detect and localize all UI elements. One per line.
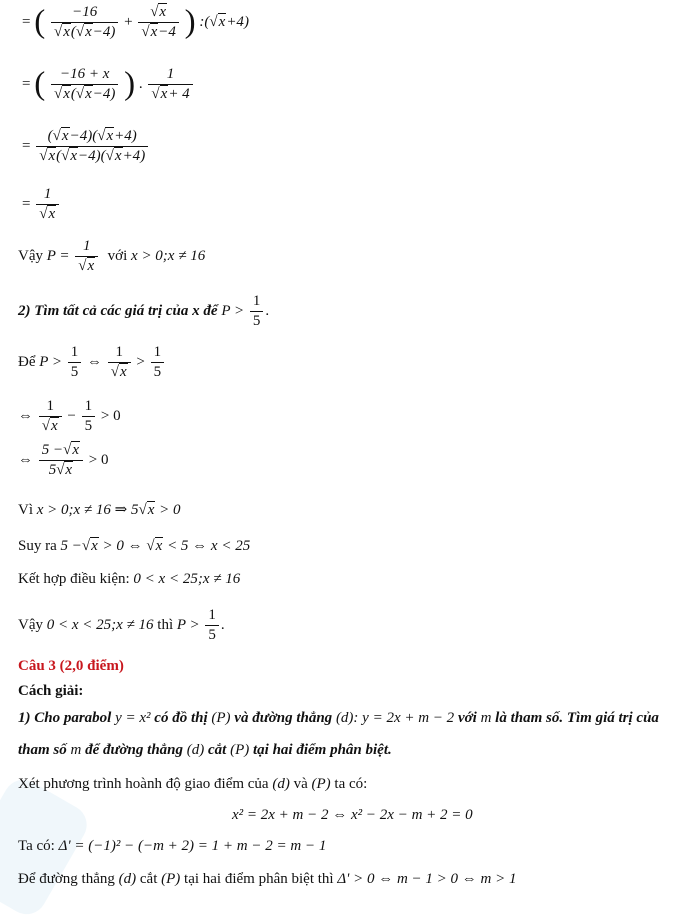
condition-line: Để đường thẳng (d) cắt (P) tại hai điểm phân biệt thì Δ' > 0 ⇔ m − 1 > 0 ⇔ m > 1 (18, 871, 517, 887)
question-2: 2) Tìm tất cả các giá trị của x để P > $\frac{1}{5}$ . (18, 293, 270, 329)
derivation-step-4: = $\frac{1}{√x}$ (22, 186, 61, 223)
fraction: $\frac{√x}{√x-4}$ (138, 4, 179, 41)
conclusion-p: Vậy P = $\frac{1}{√x}$ với x > 0;x ≠ 16 (18, 238, 206, 274)
fraction: $\frac{1}{5}$ (250, 293, 264, 330)
intersection-equation: x² = 2x + m − 2 ⇔ x² − 2x − m + 2 = 0 (232, 807, 473, 823)
fraction: $\frac{-16}{√x(√x-4)}$ (51, 4, 118, 41)
consider-line: Xét phương trình hoành độ giao điểm của (d) và (P) ta có: (18, 776, 368, 792)
discriminant-line: Ta có: Δ' = (−1)² − (−m + 2) = 1 + m − 2 = m − 1 (18, 838, 327, 854)
solve-line-1: Để P > $\frac{1}{5}$ ⇔ $\frac{1}{√x}$ > $\frac{1}{5}$ (18, 344, 166, 381)
therefore-line: Suy ra 5 −√x > 0 ⇔ √x < 5 ⇔ x < 25 (18, 538, 251, 554)
combine-line: Kết hợp điều kiện: 0 < x < 25;x ≠ 16 (18, 571, 241, 587)
question-3-line-1: 1) Cho parabol y = x² có đồ thị (P) và đường thẳng (d): y = 2x + m − 2 với m là tham số. Tìm giá trị của (18, 710, 659, 726)
solution-label: Cách giải: (18, 683, 84, 699)
derivation-step-2: = ( $\frac{-16 + x}{√x(√x-4)}$ ) . $\frac{1}{√x+ 4}$ (22, 66, 195, 103)
solve-line-3: ⇔ $\frac{5 -√x}{5√x}$ > 0 (18, 442, 109, 478)
question-3-line-2: tham số m để đường thẳng (d) cắt (P) tại hai điểm phân biệt. (18, 742, 392, 758)
fraction: $\frac{1}{√x}$ (75, 238, 98, 275)
derivation-step-3: = $\frac{(√x-4)(√x+4)}{√x(√x-4)(√x+4)}$ (22, 128, 150, 165)
fraction: $\frac{1}{√x}$ (36, 186, 59, 223)
derivation-step-1: = ( $\frac{-16}{√x(√x-4)}$ + $\frac{√x}{√x-4}$ ) :(√x+4) (22, 4, 249, 40)
solve-line-2: ⇔ $\frac{1}{√x}$ − $\frac{1}{5}$ > 0 (18, 398, 121, 434)
since-line: Vì x > 0;x ≠ 16 ⇒ 5√x > 0 (18, 502, 181, 518)
section-title-cau-3: Câu 3 (2,0 điểm) (18, 658, 124, 674)
fraction: $\frac{-16 + x}{√x(√x-4)}$ (51, 66, 118, 103)
fraction: $\frac{(√x-4)(√x+4)}{√x(√x-4)(√x+4)}$ (36, 128, 148, 165)
conclusion-2: Vậy 0 < x < 25;x ≠ 16 thì P > $\frac{1}{5}$ . (18, 607, 225, 643)
fraction: $\frac{1}{√x+ 4}$ (148, 66, 192, 103)
